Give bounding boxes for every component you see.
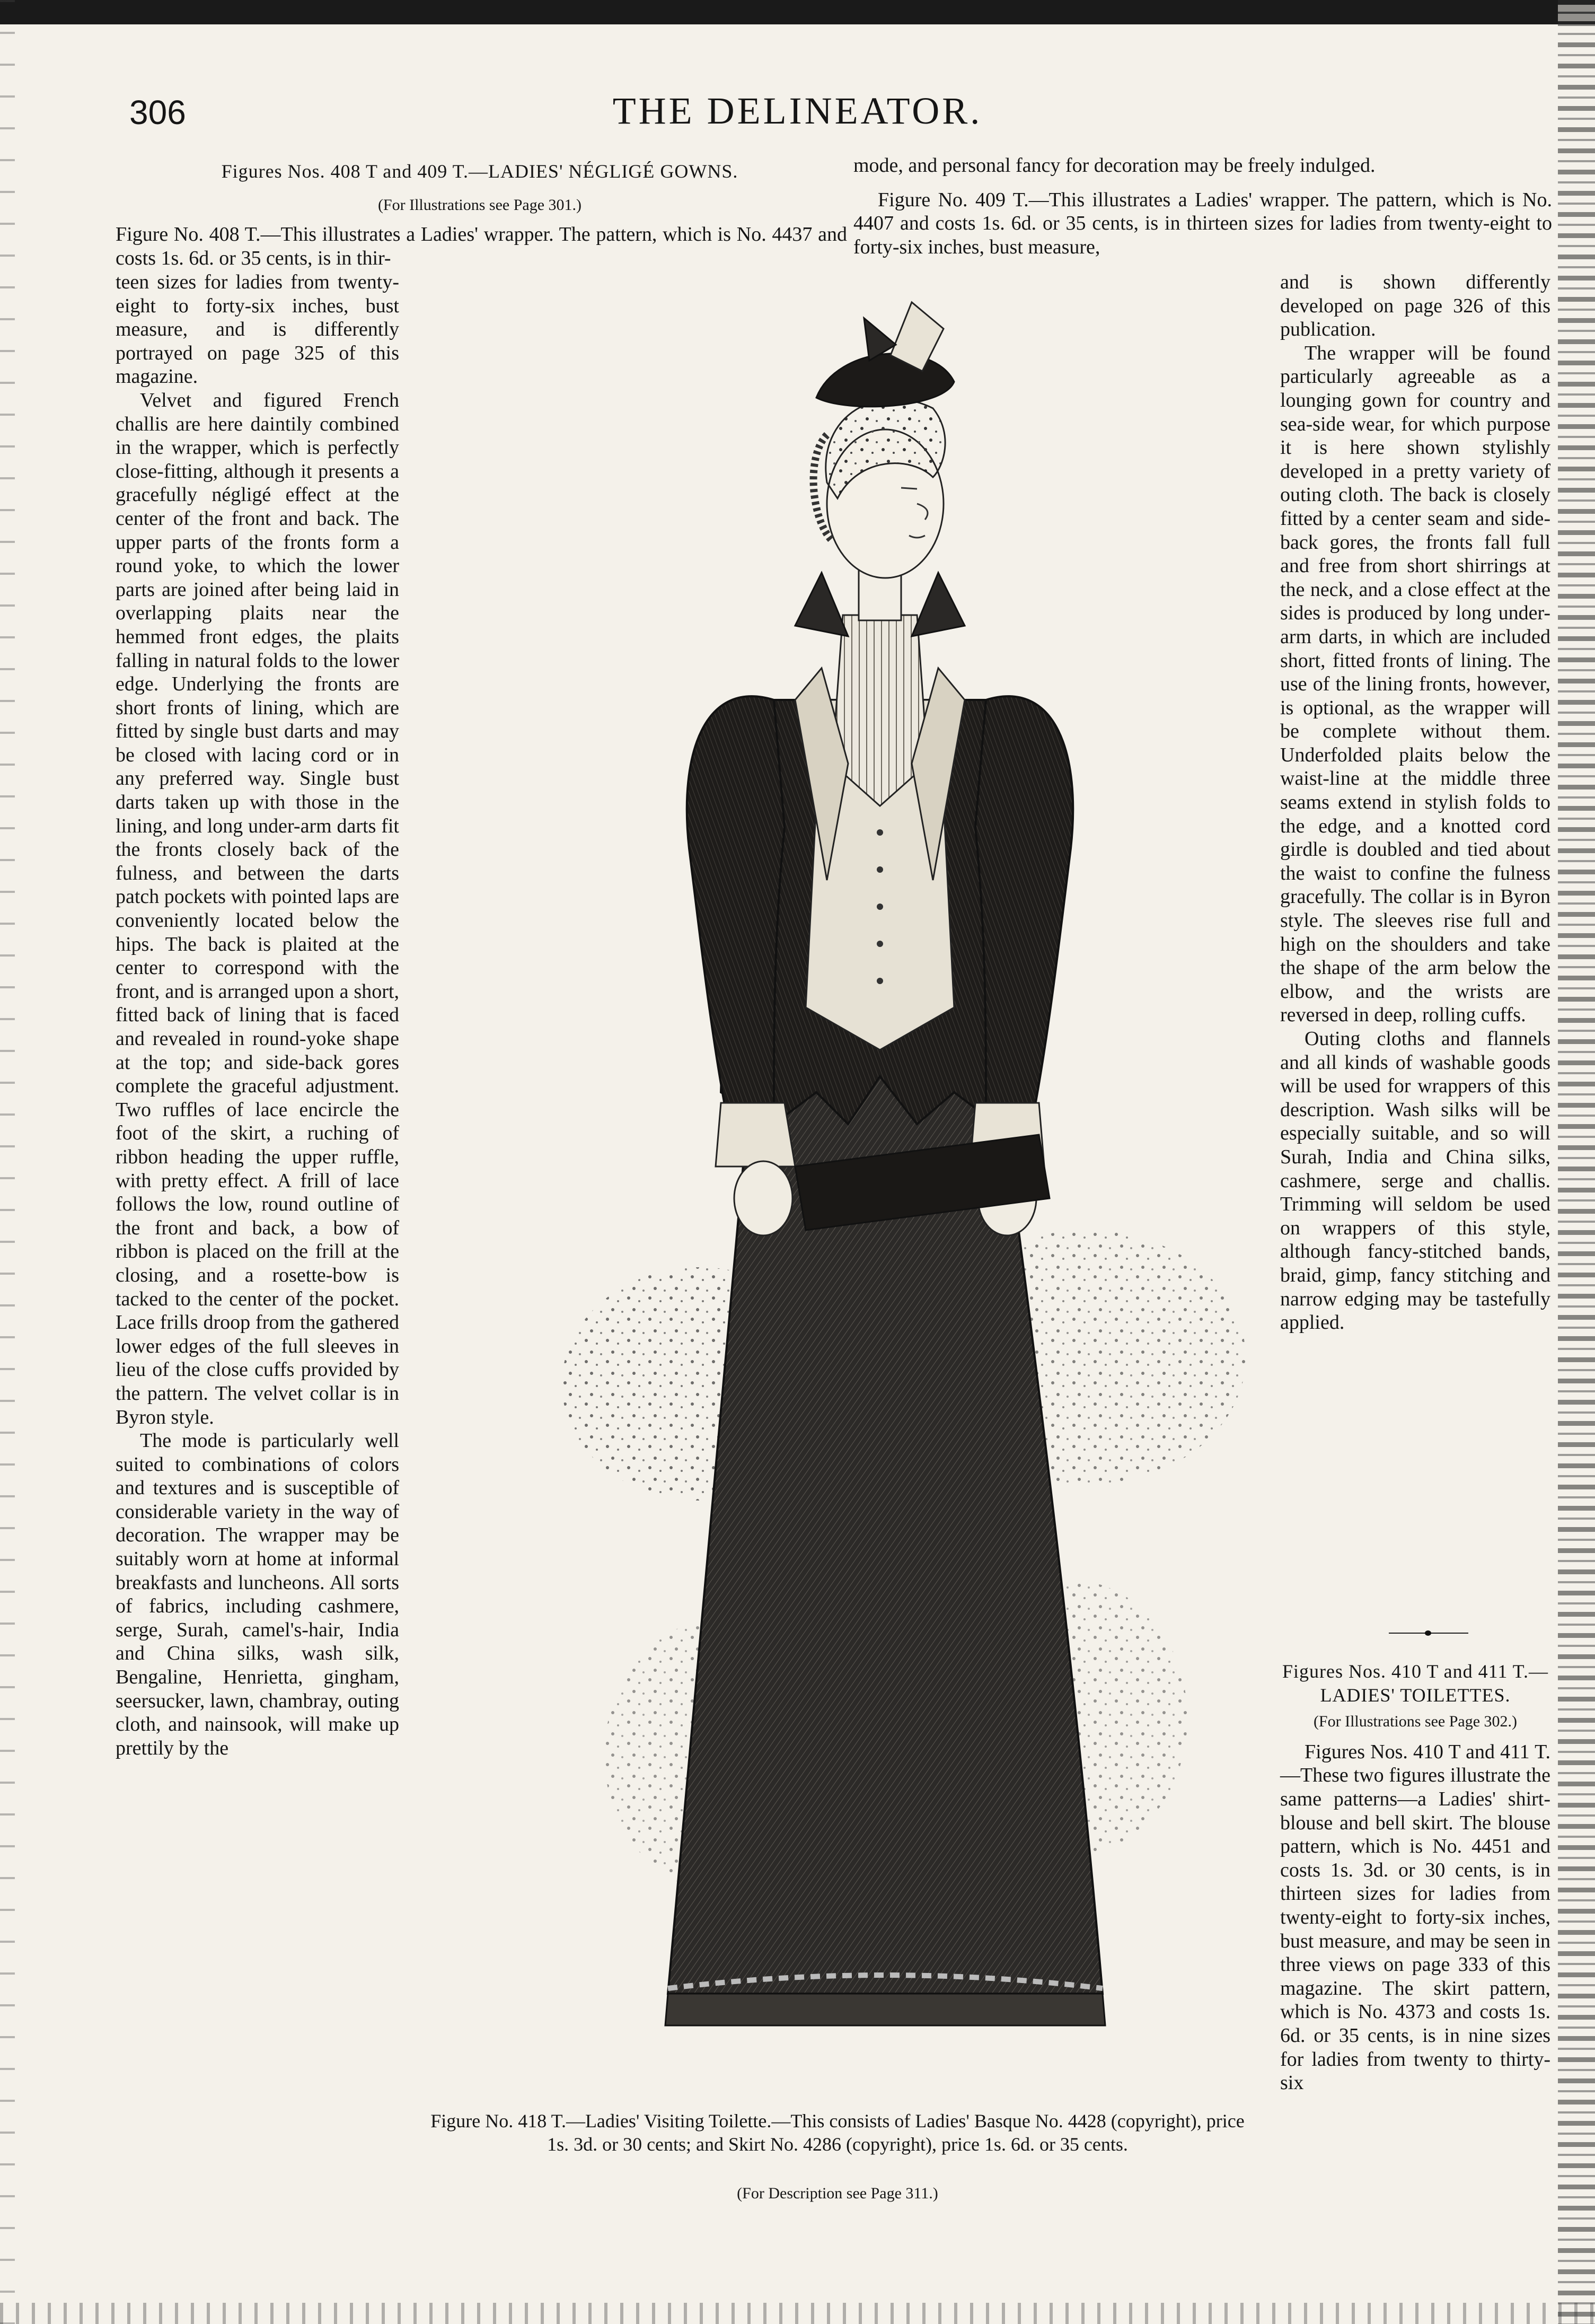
right-scan-edge [1558,0,1595,2324]
woman-in-visiting-toilette-engraving [477,297,1256,2089]
paragraph: Figures Nos. 410 T and 411 T.—These two figures illustrate the same patterns—a Ladies' shirt-blouse and bell skirt. The blouse pattern, which is No. 4451 and costs 1s. 3d. or 30 cents, is in thirteen sizes for ladies from twenty-eight to forty-six inches, bust measure, and may be seen in three views on page 333 of this magazine. The skirt pattern, which is No. 4373 and costs 1s. 6d. or 35 cents, is in nine sizes for ladies from twenty to thirty-six [1280,1740,1550,2094]
paragraph: The wrapper will be found particularly agreeable as a lounging gown for country and sea-side wear, for which purpose it is here shown stylishly developed in a pretty variety of outing cloth. The back is closely fitted by a center seam and side-back gores, the fronts fall full and free from short shirrings at the neck, and a close effect at the sides is produced by long under-arm darts, in which are included short, fitted fronts of lining. The use of the lining fronts, however, is optional, as the wrapper will be complete without them. Underfolded plaits below the waist-line at the middle three seams extend in stylish folds to the edge, and a knotted cord girdle is doubled and tied about the waist to confine the fulness gracefully. The collar is in Byron style. The sleeves rise full and high on the shoulders and take the shape of the arm below the elbow, and the wrists are reversed in deep, rolling cuffs. [1280,341,1550,1027]
paragraph: and is shown differently developed on page 326 of this publication. [1280,271,1550,341]
illustrations-note-410-411: (For Illustrations see Page 302.) [1313,1713,1518,1731]
bottom-scan-edge [0,2303,1595,2324]
page-number: 306 [129,93,186,131]
paragraph-409-intro: Figure No. 409 T.—This illustrates a Ladies' wrapper. The pattern, which is No. 4407 and costs 1s. 6d. or 35 cents, is in thirteen sizes for ladies from twenty-eight to forty-six inches, bust measure, [853,188,1552,258]
section-heading-410-411: Figures Nos. 410 T and 411 T.—LADIES' TOILETTES. [1282,1661,1548,1706]
illustrations-note-408-409: (For Illustrations see Page 301.) [377,196,582,214]
figure-caption-note: (For Description see Page 311.) [737,2185,938,2202]
paragraph: mode, and personal fancy for decoration may be freely indulged. [853,154,1376,177]
right-text-column-section2 [1280,1660,1550,2095]
paragraph: teen sizes for ladies from twenty-eight to forty-six inches, bust measure, and is differently portrayed on page 325 of this magazine. [116,271,399,388]
section-divider [1389,1630,1468,1636]
figure-caption: Figure No. 418 T.—Ladies' Visiting Toilette.—This consists of Ladies' Basque No. 4428 (copyright), price 1s. 3d. or 30 cents; and Skirt No. 4286 (copyright), price 1s. 6d. or 35 cents. [430,2110,1245,2155]
running-head: THE DELINEATOR. [612,90,983,132]
paragraph: The mode is particularly well suited to combinations of colors and textures and is susceptible of considerable variety in the way of decoration. The wrapper may be suitably worn at home at informal breakfasts and luncheons. All sorts of fabrics, including cashmere, serge, Surah, camel's-hair, India and China silks, wash silk, Bengaline, Henrietta, gingham, seersucker, lawn, chambray, outing cloth, and nainsook, will make up prettily by the [116,1430,399,1759]
right-top-text [853,154,1552,259]
left-scan-edge [0,0,15,2324]
top-border [0,0,1595,24]
right-text-column [1280,270,1550,1335]
paragraph: Outing cloths and flannels and all kinds of washable goods will be used for wrappers of this description. Wash silks will be especially suitable, and so will Surah, India and China silks, cashmere, serge and challis. Trimming will seldom be used on wrappers of this style, although fancy-stitched bands, braid, gimp, fancy stitching and narrow edging may be tastefully applied. [1280,1028,1550,1334]
left-text-column [116,270,399,1760]
section-heading-408-409: Figures Nos. 408 T and 409 T.—LADIES' NÉGLIGÉ GOWNS. [221,161,738,182]
paragraph: Velvet and figured French challis are here daintily combined in the wrapper, which is perfectly close-fitting, although it presents a gracefully négligé effect at the center of the front and back. The upper parts of the fronts form a round yoke, to which the lower parts are joined after being laid in overlapping plaits near the hemmed front edges, the plaits falling in natural folds to the lower edge. Underlying the fronts are short fronts of lining, which are fitted by single bust darts and may be closed with lacing cord or in any preferred way. Single bust darts taken up with those in the lining, and long under-arm darts fit the fronts closely back of the fulness, and between the darts patch pockets with pointed laps are conveniently located below the hips. The back is plaited at the center to correspond with the front, and is arranged upon a short, fitted back of lining that is faced and revealed in round-yoke shape at the top; and side-back gores complete the graceful adjustment. Two ruffles of lace encircle the foot of the skirt, a ruching of ribbon heading the upper ruffle, with pretty effect. A frill of lace follows the low, round outline of the front and back, a bow of ribbon is placed on the frill at the closing, and a rosette-bow is tacked to the center of the pocket. Lace frills droop from the gathered lower edges of the full sleeves in lieu of the close cuffs provided by the pattern. The velvet collar is in Byron style. [116,389,400,1428]
intro-paragraph-408: Figure No. 408 T.—This illustrates a Ladies' wrapper. The pattern, which is No. 4437 and costs 1s. 6d. or 35 cents, is in thir- [116,223,847,269]
fashion-illustration [477,297,1256,2089]
